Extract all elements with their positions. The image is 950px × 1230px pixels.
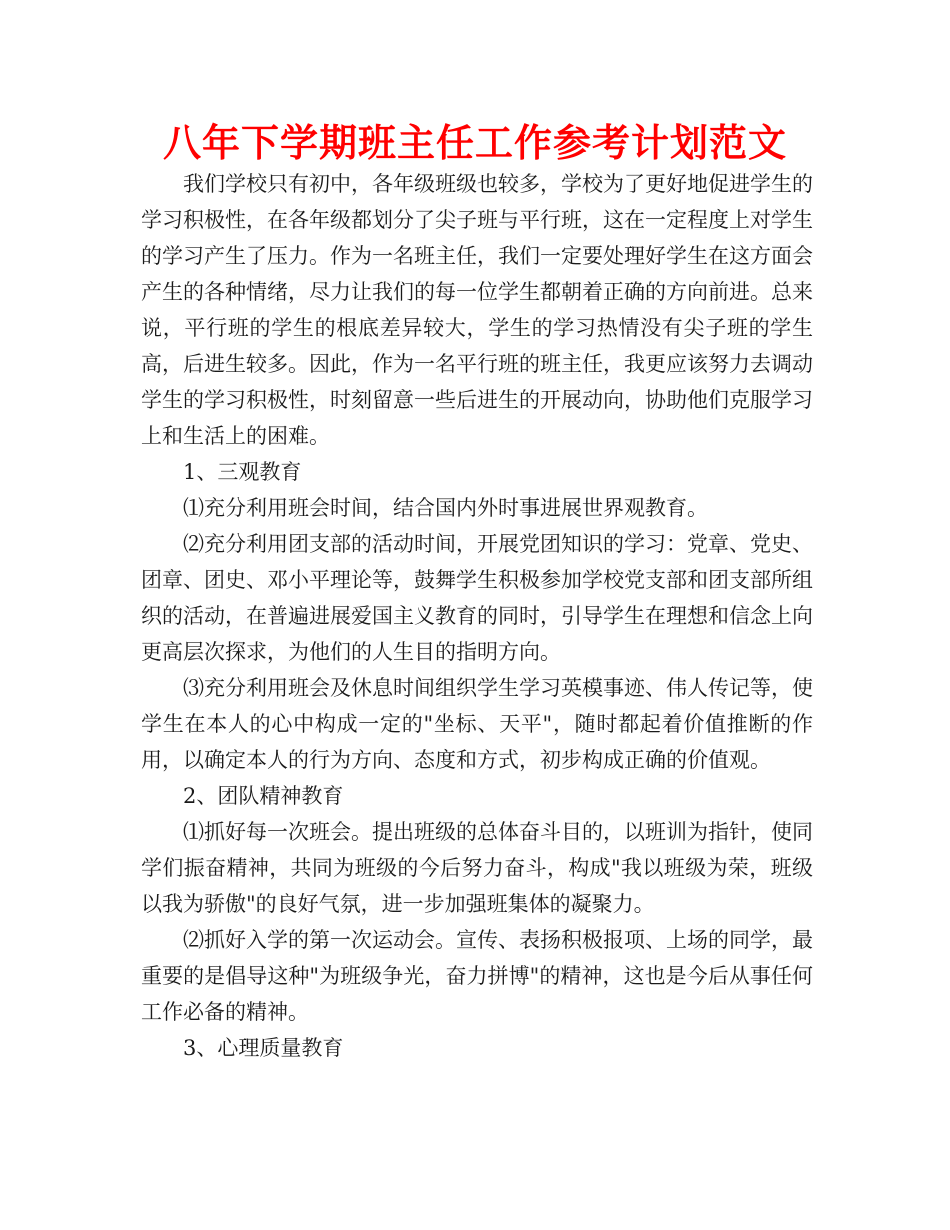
- list-item-2-2: ⑵抓好入学的第一次运动会。宣传、表扬积极报项、上场的同学，最重要的是倡导这种"为班级争光，奋力拼博"的精神，这也是今后从事任何工作必备的精神。: [141, 928, 813, 1024]
- list-item-1-3: ⑶充分利用班会及休息时间组织学生学习英模事迹、伟人传记等，使学生在本人的心中构成一定的"坐标、天平"，随时都起着价值推断的作用，以确定本人的行为方向、态度和方式，初步构成正确的价值观。: [141, 676, 813, 772]
- section-heading-1: 1、三观教育: [183, 460, 302, 484]
- section-heading-3: 3、心理质量教育: [183, 1036, 344, 1060]
- document-body: [141, 166, 813, 1066]
- document-title: 八年下学期班主任工作参考计划范文: [162, 121, 787, 165]
- list-item-2-1: ⑴抓好每一次班会。提出班级的总体奋斗目的，以班训为指针，使同学们振奋精神，共同为班级的今后努力奋斗，构成"我以班级为荣，班级以我为骄傲"的良好气氛，进一步加强班集体的凝聚力。: [141, 820, 813, 916]
- section-heading-2: 2、团队精神教育: [183, 784, 344, 808]
- list-item-1-2: ⑵充分利用团支部的活动时间，开展党团知识的学习：党章、党史、团章、团史、邓小平理论等，鼓舞学生积极参加学校党支部和团支部所组织的活动，在普遍进展爱国主义教育的同时，引导学生在理想和信念上向更高层次探求，为他们的人生目的指明方向。: [141, 532, 813, 664]
- intro-paragraph: 我们学校只有初中，各年级班级也较多，学校为了更好地促进学生的学习积极性，在各年级都划分了尖子班与平行班，这在一定程度上对学生的学习产生了压力。作为一名班主任，我们一定要处理好学生在这方面会产生的各种情绪，尽力让我们的每一位学生都朝着正确的方向前进。总来说，平行班的学生的根底差异较大，学生的学习热情没有尖子班的学生高，后进生较多。因此，作为一名平行班的班主任，我更应该努力去调动学生的学习积极性，时刻留意一些后进生的开展动向，协助他们克服学习上和生活上的困难。: [141, 172, 813, 448]
- list-item-1-1: ⑴充分利用班会时间，结合国内外时事进展世界观教育。: [183, 496, 708, 520]
